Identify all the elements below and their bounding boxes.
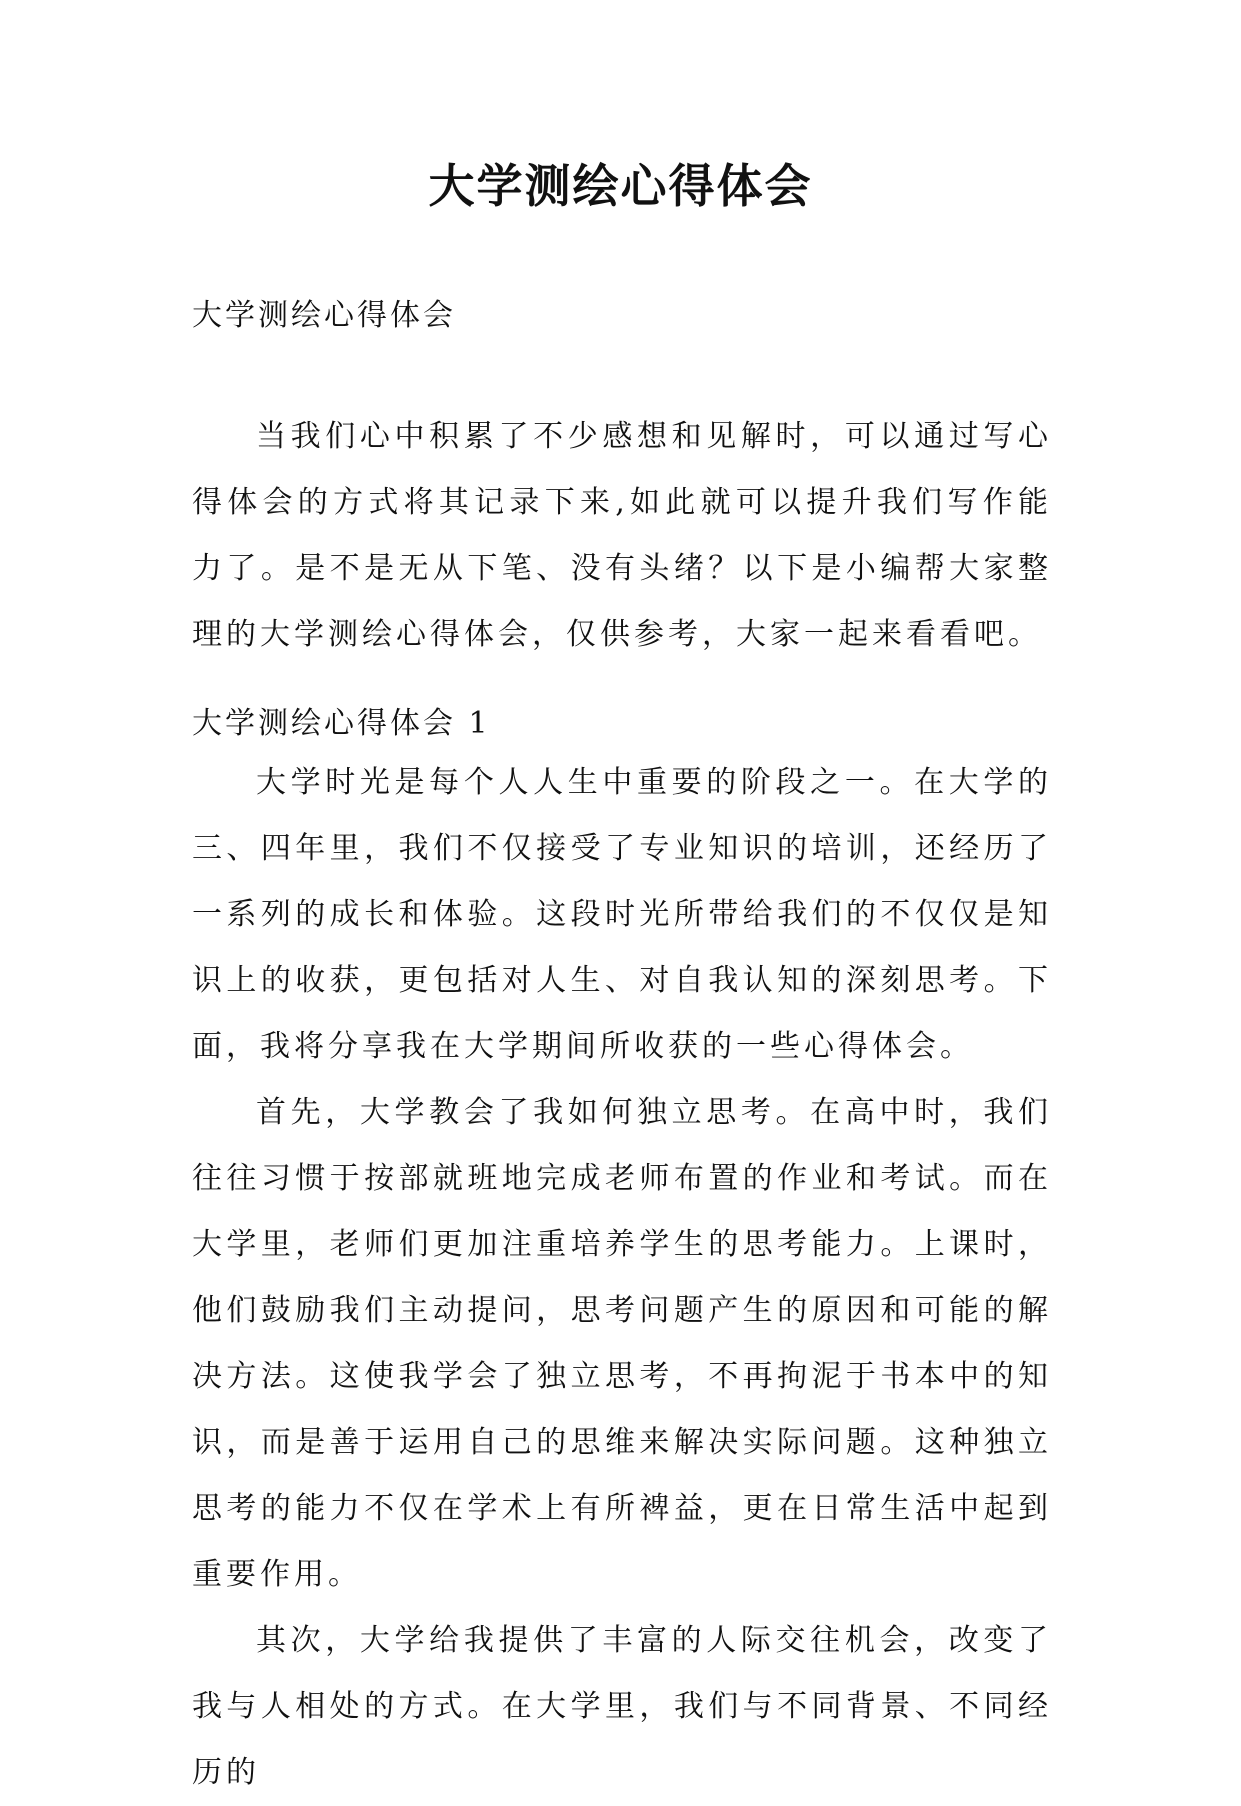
document-subtitle: 大学测绘心得体会: [192, 298, 456, 333]
body-paragraph: 其次，大学给我提供了丰富的人际交往机会，改变了我与人相处的方式。在大学里，我们与不同背景、不同经历的: [192, 1623, 1052, 1790]
intro-section: [192, 404, 1052, 668]
body-paragraph: 大学时光是每个人人生中重要的阶段之一。在大学的三、四年里，我们不仅接受了专业知识的培训，还经历了一系列的成长和体验。这段时光所带给我们的不仅仅是知识上的收获，更包括对人生、对自我认知的深刻思考。下面，我将分享我在大学期间所收获的一些心得体会。: [192, 765, 1052, 1064]
section-heading: 大学测绘心得体会 1: [192, 706, 491, 741]
body-paragraph: 首先，大学教会了我如何独立思考。在高中时，我们往往习惯于按部就班地完成老师布置的作业和考试。而在大学里，老师们更加注重培养学生的思考能力。上课时，他们鼓励我们主动提问，思考问题产生的原因和可能的解决方法。这使我学会了独立思考，不再拘泥于书本中的知识，而是善于运用自己的思维来解决实际问题。这种独立思考的能力不仅在学术上有所裨益，更在日常生活中起到重要作用。: [192, 1095, 1052, 1592]
intro-paragraph: 当我们心中积累了不少感想和见解时，可以通过写心得体会的方式将其记录下来,如此就可以提升我们写作能力了。是不是无从下笔、没有头绪？以下是小编帮大家整理的大学测绘心得体会，仅供参考，大家一起来看看吧。: [192, 419, 1052, 652]
document-title: 大学测绘心得体会: [428, 159, 813, 213]
main-section: [192, 750, 1052, 1806]
